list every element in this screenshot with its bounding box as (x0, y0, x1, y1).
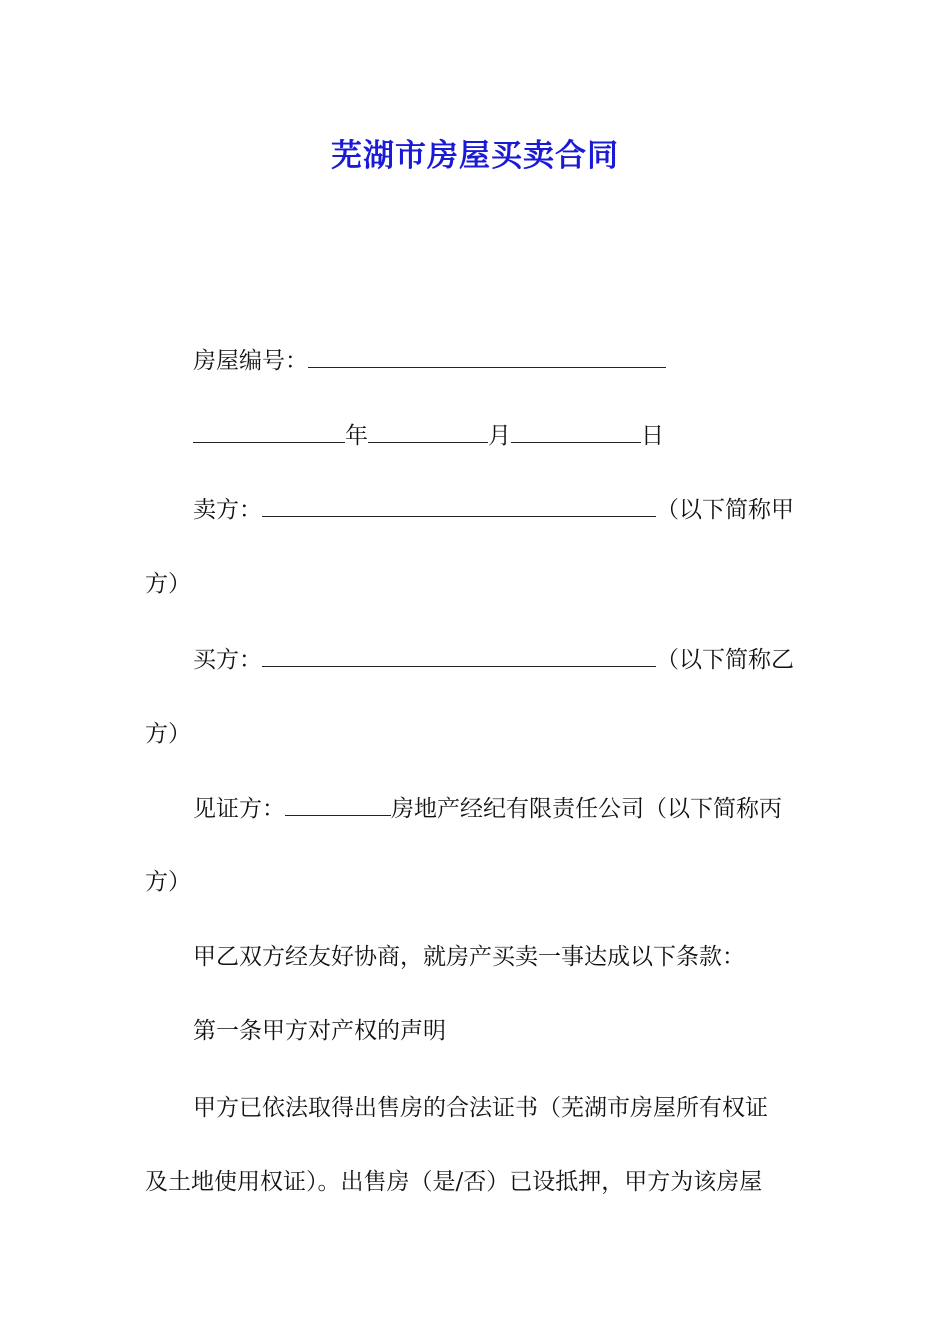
day-blank[interactable] (511, 420, 641, 443)
article-1-heading: 第一条甲方对产权的声明 (193, 1018, 446, 1044)
intro-paragraph: 甲乙双方经友好协商，就房产买卖一事达成以下条款： (193, 944, 745, 970)
document-title: 芜湖市房屋买卖合同 (331, 138, 619, 174)
witness-blank[interactable] (285, 793, 391, 816)
house-number-line (193, 345, 810, 376)
buyer-suffix: （以下简称乙 (656, 647, 794, 673)
article-1-line-1 (193, 1093, 810, 1123)
day-label: 日 (641, 423, 664, 449)
year-label: 年 (345, 423, 368, 449)
month-blank[interactable] (368, 420, 488, 443)
article-1-text-2: 及土地使用权证）。出售房（是/否）已设抵押，甲方为该房屋 (145, 1169, 763, 1195)
seller-wrap: 方） (145, 571, 191, 597)
witness-company: 房地产经纪有限责任公司（以下简称丙 (391, 796, 782, 822)
buyer-blank[interactable] (262, 644, 656, 667)
date-line (193, 420, 810, 451)
seller-line (193, 494, 810, 525)
buyer-label: 买方： (193, 647, 262, 673)
month-label: 月 (488, 423, 511, 449)
buyer-wrap: 方） (145, 721, 191, 747)
house-number-blank[interactable] (308, 345, 666, 368)
seller-label: 卖方： (193, 497, 262, 523)
buyer-line (193, 644, 810, 675)
seller-blank[interactable] (262, 494, 656, 517)
witness-label: 见证方： (193, 796, 285, 822)
article-1-text-1: 甲方已依法取得出售房的合法证书（芜湖市房屋所有权证 (193, 1095, 768, 1121)
house-number-label: 房屋编号： (193, 348, 308, 374)
article-1-line-2 (145, 1167, 810, 1197)
witness-wrap: 方） (145, 869, 191, 895)
witness-line (193, 793, 810, 824)
year-blank[interactable] (193, 420, 345, 443)
seller-suffix: （以下简称甲 (656, 497, 794, 523)
